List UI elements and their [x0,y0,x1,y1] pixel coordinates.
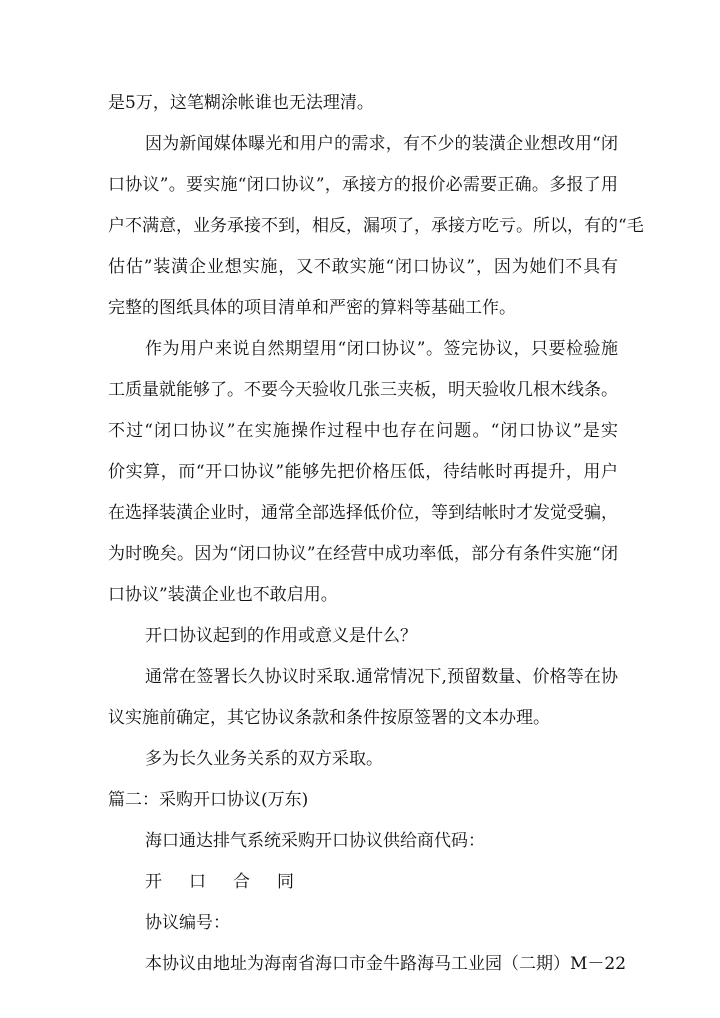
question-line: 开口协议起到的作用或意义是什么？ [145,626,417,646]
paragraph-line: 通常在签署长久协议时采取.通常情况下,预留数量、价格等在协 [145,667,618,687]
paragraph-line: 价实算，而“开口协议”能够先把价格压低，待结帐时再提升，用户 [108,462,618,482]
paragraph-line: 因为新闻媒体曝光和用户的需求，有不少的装潢企业想改用“闭 [145,134,618,154]
paragraph-line: 是5万，这笔糊涂帐谁也无法理清。 [108,93,374,113]
section-heading: 篇二：采购开口协议(万东) [108,790,309,810]
paragraph-line: 为时晚矣。因为“闭口协议”在经营中成功率低，部分有条件实施“闭 [108,544,618,564]
paragraph-line: 口协议”装潢企业也不敢启用。 [108,585,338,605]
paragraph-line: 完整的图纸具体的项目清单和严密的算料等基础工作。 [108,298,516,318]
paragraph-line: 作为用户来说自然期望用“闭口协议”。签完协议，只要检验施 [145,339,618,359]
paragraph-line: 户不满意，业务承接不到，相反，漏项了，承接方吃亏。所以，有的“毛 [108,216,644,236]
paragraph-line: 工质量就能够了。不要今天验收几张三夹板，明天验收几根木线条。 [108,380,618,400]
paragraph-line: 在选择装潢企业时，通常全部选择低价位，等到结帐时才发觉受骗， [108,503,618,523]
agreement-number-line: 协议编号： [145,913,230,933]
paragraph-line: 多为长久业务关系的双方采取。 [145,749,383,769]
paragraph-line: 本协议由地址为海南省海口市金牛路海马工业园（二期）M－22 [145,954,627,974]
contract-title: 开口合同 [145,872,321,892]
paragraph-line: 口协议”。要实施“闭口协议”，承接方的报价必需要正确。多报了用 [108,175,618,195]
paragraph-line: 不过“闭口协议”在实施操作过程中也存在问题。“闭口协议”是实 [108,421,618,441]
supplier-code-line: 海口通达排气系统采购开口协议供给商代码： [145,831,485,851]
paragraph-line: 议实施前确定，其它协议条款和条件按原签署的文本办理。 [108,708,550,728]
paragraph-line: 估估”装潢企业想实施，又不敢实施“闭口协议”，因为她们不具有 [108,257,618,277]
